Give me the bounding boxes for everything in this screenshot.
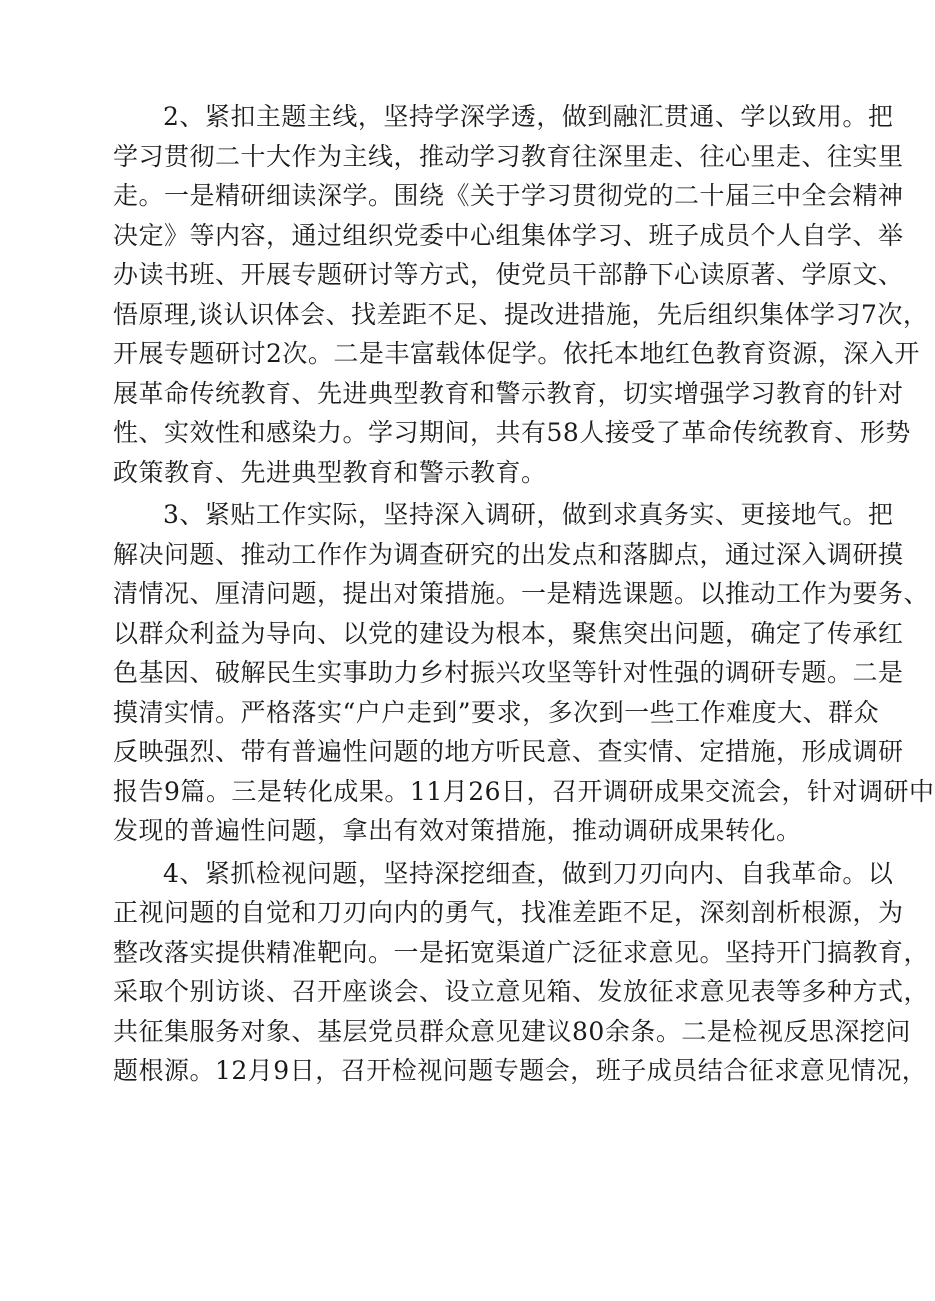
text-line: 4、紧抓检视问题，坚持深挖细查，做到刀刃向内、自我革命。以 xyxy=(163,858,894,888)
text-line: 决定》等内容，通过组织党委中心组集体学习、班子成员个人自学、举 xyxy=(113,220,904,250)
document-body xyxy=(113,97,935,1094)
text-line: 反映强烈、带有普遍性问题的地方听民意、查实情、定措施，形成调研 xyxy=(113,737,904,766)
text-line: 性、实效性和感染力。学习期间，共有58人接受了革命传统教育、形势 xyxy=(113,418,911,447)
text-line: 清情况、厘清问题，提出对策措施。一是精选课题。以推动工作为要务、 xyxy=(113,579,930,608)
text-line: 色基因、破解民生实事助力乡村振兴攻坚等针对性强的调研专题。二是 xyxy=(113,658,904,687)
text-line: 学习贯彻二十大作为主线，推动学习教育往深里走、往心里走、往实里 xyxy=(113,141,904,171)
text-line: 正视问题的自觉和刀刃向内的勇气，找准差距不足，深刻剖析根源，为 xyxy=(113,898,904,927)
text-line: 采取个别访谈、召开座谈会、设立意见箱、发放征求意见表等多种方式， xyxy=(113,977,930,1006)
text-line: 3、紧贴工作实际，坚持深入调研，做到求真务实、更接地气。把 xyxy=(163,500,894,529)
text-line: 开展专题研讨2次。二是丰富载体促学。依托本地红色教育资源，深入开 xyxy=(113,339,920,368)
text-line: 悟原理,谈认识体会、找差距不足、提改进措施，先后组织集体学习7次， xyxy=(113,299,929,329)
paragraph-item-2 xyxy=(113,97,929,492)
text-line: 发现的普遍性问题，拿出有效对策措施，推动调研成果转化。 xyxy=(113,816,802,845)
text-line: 展革命传统教育、先进典型教育和警示教育，切实增强学习教育的针对 xyxy=(113,378,904,408)
paragraph-item-4 xyxy=(113,854,930,1091)
text-line: 报告9篇。三是转化成果。11月26日，召开调研成果交流会，针对调研中 xyxy=(113,776,935,806)
text-line: 2、紧扣主题主线，坚持学深学透，做到融汇贯通、学以致用。把 xyxy=(163,102,894,131)
text-line: 共征集服务对象、基层党员群众意见建议80余条。二是检视反思深挖问 xyxy=(113,1016,911,1046)
paragraph-item-3 xyxy=(113,495,935,851)
text-line: 办读书班、开展专题研讨等方式，使党员干部静下心读原著、学原文、 xyxy=(113,260,904,289)
text-line: 整改落实提供精准靶向。一是拓宽渠道广泛征求意见。坚持开门搞教育， xyxy=(113,937,930,967)
text-line: 走。一是精研细读深学。围绕《关于学习贯彻党的二十届三中全会精神 xyxy=(113,181,904,210)
text-line: 摸清实情。严格落实“户户走到”要求，多次到一些工作难度大、群众 xyxy=(113,697,880,727)
text-line: 政策教育、先进典型教育和警示教育。 xyxy=(113,457,547,487)
text-line: 题根源。12月9日，召开检视问题专题会，班子成员结合征求意见情况， xyxy=(113,1056,928,1085)
text-line: 解决问题、推动工作作为调查研究的出发点和落脚点，通过深入调研摸 xyxy=(113,539,904,569)
text-line: 以群众利益为导向、以党的建设为根本，聚焦突出问题，确定了传承红 xyxy=(113,618,904,648)
